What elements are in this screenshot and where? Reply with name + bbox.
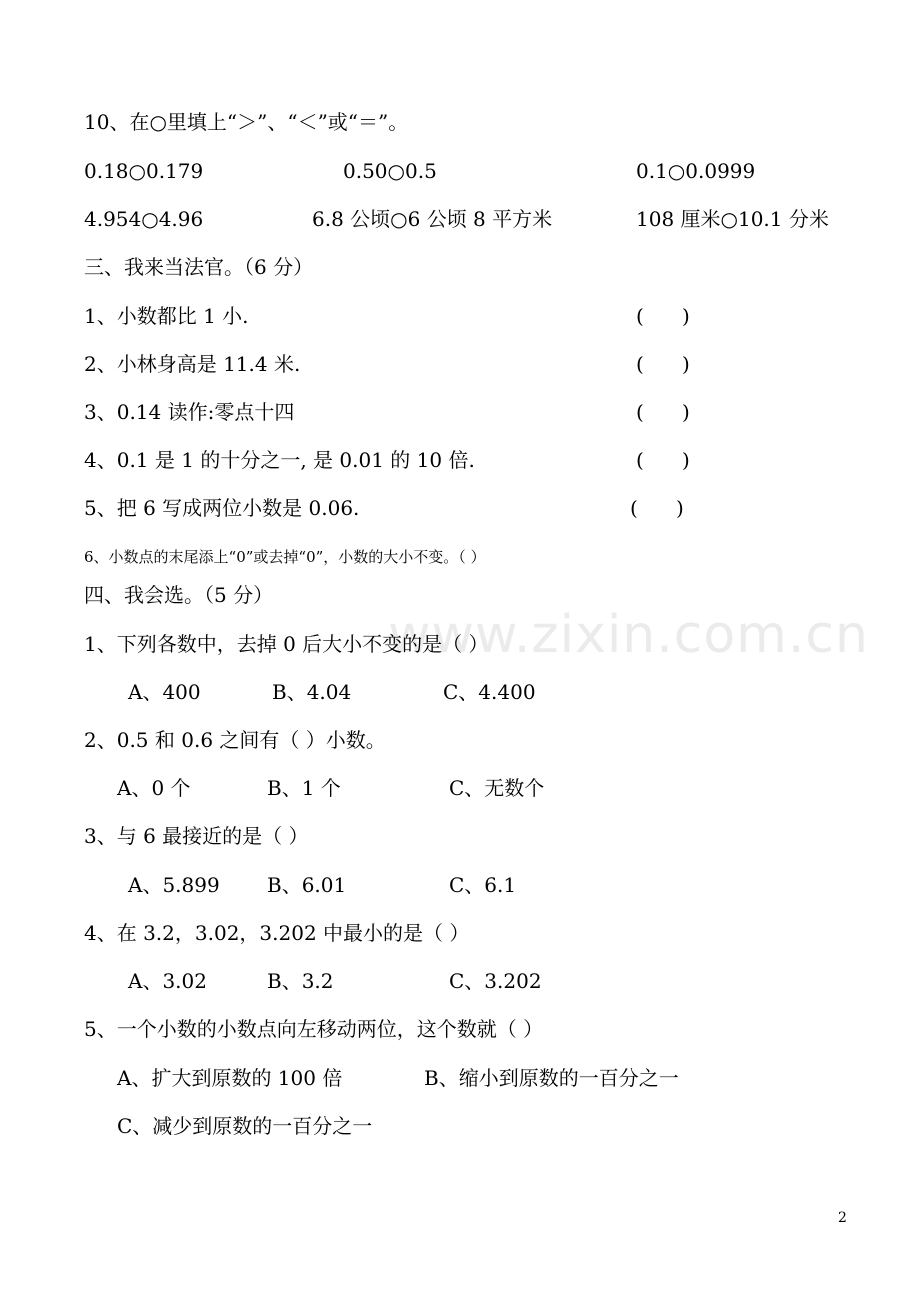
choice-question: 2、0.5 和 0.6 之间有（ ）小数。 xyxy=(84,728,386,752)
watermark: www.zixin.com.cn xyxy=(388,605,869,665)
q10-item: 108 厘米○10.1 分米 xyxy=(636,207,829,231)
choice-question: 3、与 6 最接近的是（ ） xyxy=(84,824,309,848)
choice-option[interactable]: A、5.899 xyxy=(128,873,220,897)
q10-item: 0.1○0.0999 xyxy=(636,159,756,183)
judge-item: 6、小数点的末尾添上“0”或去掉“0”，小数的大小不变。（ ） xyxy=(84,548,486,566)
choice-option[interactable]: A、扩大到原数的 100 倍 xyxy=(117,1066,343,1090)
choice-option[interactable]: B、缩小到原数的一百分之一 xyxy=(424,1066,679,1090)
section-3-title: 三、我来当法官。（6 分） xyxy=(84,255,314,279)
answer-blank[interactable]: ( ) xyxy=(636,352,690,376)
q10-item: 4.954○4.96 xyxy=(84,207,204,231)
answer-blank[interactable]: ( ) xyxy=(630,496,684,520)
choice-option[interactable]: B、4.04 xyxy=(272,680,352,704)
choice-question: 4、在 3.2，3.02，3.202 中最小的是（ ） xyxy=(84,921,470,945)
choice-option[interactable]: B、6.01 xyxy=(267,873,347,897)
choice-option[interactable]: C、减少到原数的一百分之一 xyxy=(117,1114,373,1138)
judge-item: 3、0.14 读作:零点十四 xyxy=(84,400,295,424)
judge-item: 4、0.1 是 1 的十分之一, 是 0.01 的 10 倍. xyxy=(84,448,475,472)
choice-question: 1、下列各数中，去掉 0 后大小不变的是（ ） xyxy=(84,632,489,656)
section-4-title: 四、我会选。（5 分） xyxy=(84,583,274,607)
page-number: 2 xyxy=(838,1210,847,1226)
choice-option[interactable]: C、3.202 xyxy=(449,969,542,993)
q10-item: 0.50○0.5 xyxy=(343,159,437,183)
answer-blank[interactable]: ( ) xyxy=(636,304,690,328)
choice-question: 5、一个小数的小数点向左移动两位，这个数就（ ） xyxy=(84,1017,544,1041)
judge-item: 5、把 6 写成两位小数是 0.06. xyxy=(84,496,360,520)
q10-item: 0.18○0.179 xyxy=(84,159,204,183)
judge-item: 2、小林身高是 11.4 米. xyxy=(84,352,301,376)
q10-item: 6.8 公顷○6 公顷 8 平方米 xyxy=(312,207,553,231)
choice-option[interactable]: A、400 xyxy=(128,680,201,704)
answer-blank[interactable]: ( ) xyxy=(636,400,690,424)
choice-option[interactable]: C、4.400 xyxy=(443,680,536,704)
q10-title: 10、在○里填上“＞”、“＜”或“＝”。 xyxy=(84,110,409,134)
choice-option[interactable]: A、3.02 xyxy=(128,969,207,993)
choice-option[interactable]: B、3.2 xyxy=(267,969,334,993)
choice-option[interactable]: B、1 个 xyxy=(267,776,341,800)
answer-blank[interactable]: ( ) xyxy=(636,448,690,472)
choice-option[interactable]: A、0 个 xyxy=(117,776,191,800)
choice-option[interactable]: C、6.1 xyxy=(449,873,517,897)
choice-option[interactable]: C、无数个 xyxy=(449,776,545,800)
judge-item: 1、小数都比 1 小. xyxy=(84,304,249,328)
